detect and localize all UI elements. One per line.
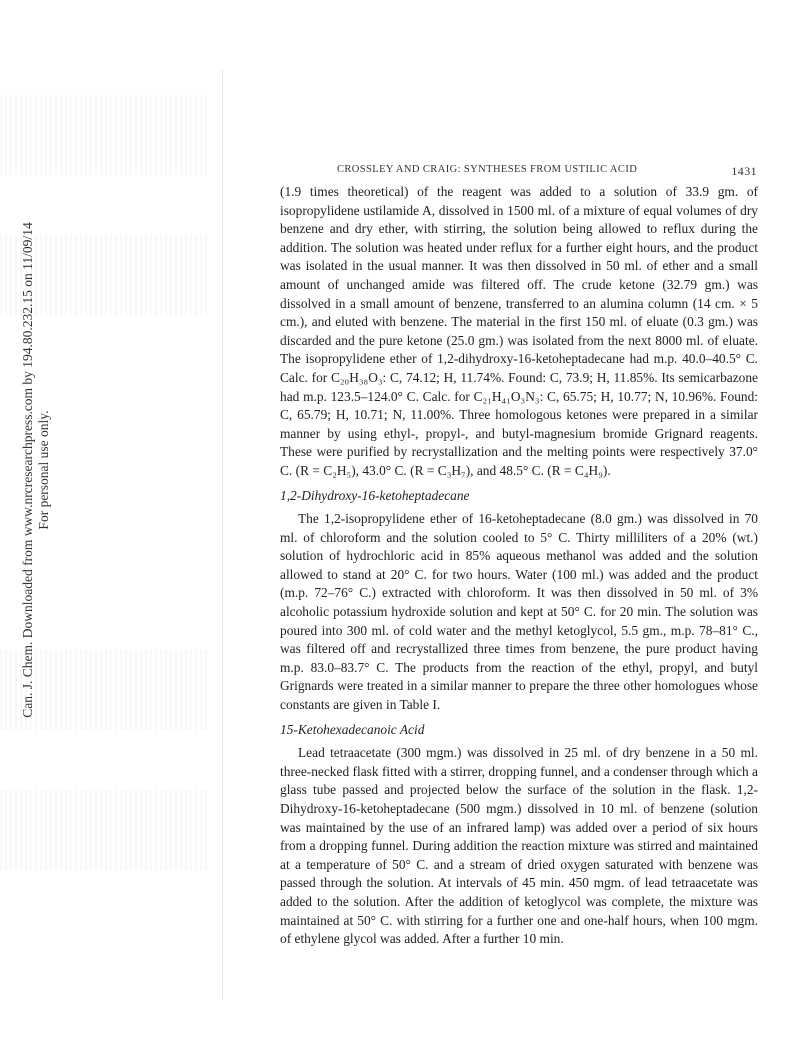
- download-watermark: [0, 150, 51, 790]
- watermark-line-1: Can. J. Chem. Downloaded from www.nrcresearchpress.com by 194.80.232.15 on 11/09/14: [20, 222, 35, 718]
- scan-fold-line: [222, 70, 223, 1000]
- paragraph-keto-acid: Lead tetraacetate (300 mgm.) was dissolved in 25 ml. of dry benzene in a 50 ml. three-necked flask fitted with a stirrer, dropping funnel, and a condenser through which a glass tube passed and projected below the surface of the solution in the flask. 1,2-Dihydroxy-16-ketoheptadecane (500 mgm.) dissolved in 10 ml. of benzene (solution was maintained by the use of an infrared lamp) was added over a period of six hours from a dropping funnel. During addition the reaction mixture was stirred and maintained at a temperature of 50° C. and a stream of dried oxygen saturated with benzene was passed through the solution. At intervals of 45 min. 450 mgm. of lead tetraacetate was added to the solution. After the addition of ketoglycol was complete, the mixture was maintained at 50° C. with stirring for a further one and one-half hours, when 100 mgm. of ethylene glycol was added. After a further 10 min.: [280, 745, 758, 947]
- page-number: 1431: [731, 164, 757, 178]
- running-title: CROSSLEY AND CRAIG: SYNTHESES FROM USTILIC ACID: [337, 164, 638, 175]
- scan-smudge: [0, 790, 210, 870]
- section-heading-keto-acid: 15-Ketohexadecanoic Acid: [280, 721, 425, 737]
- paragraph-ketoglycol: The 1,2-isopropylidene ether of 16-ketoheptadecane (8.0 gm.) was dissolved in 70 ml. of chloroform and the solution cooled to 5° C. Thirty milliliters of a 20% (wt.) solution of hydrochloric acid in 85% aqueous methanol was added and the solution allowed to stand at 20° C. for two hours. Water (100 ml.) was added and the product (m.p. 72–76° C.) extracted with chloroform. It was then dissolved in 50 ml. of 3% alcoholic potassium hydroxide solution and kept at 50° C. for 20 min. The solution was poured into 300 ml. of cold water and the methyl ketoglycol, 5.5 gm., m.p. 78–81° C., was filtered off and recrystallized three times from benzene, the pure product having m.p. 83.0–83.7° C. The products from the reaction of the ethyl, propyl, and butyl Grignards were treated in a similar manner to prepare the three other homologues whose constants are given in Table I.: [280, 511, 758, 713]
- article-body: [280, 183, 758, 949]
- watermark-line-2: For personal use only.: [36, 410, 51, 530]
- running-header: [337, 164, 757, 178]
- section-heading-ketoglycol: 1,2-Dihydroxy-16-ketoheptadecane: [280, 487, 470, 503]
- paragraph-ketone-synthesis: (1.9 times theoretical) of the reagent was added to a solution of 33.9 gm. of isopropylidene ustilamide A, dissolved in 1500 ml. of a mixture of equal volumes of dry benzene and dry ether, with stirring, the solution being allowed to reflux during the addition. The solution was heated under reflux for a further eight hours, and the product was isolated in the usual manner. It was then dissolved in 50 ml. of ether and a small amount of unchanged amide was filtered off. The crude ketone (32.79 gm.) was dissolved in a small amount of benzene, transferred to an alumina column (14 cm. × 5 cm.), and eluted with benzene. The material in the first 150 ml. of eluate (0.3 gm.) was discarded and the pure ketone (25.0 gm.) was isolated from the next 8000 ml. of eluate. The isopropylidene ether of 1,2-dihydroxy-16-ketoheptadecane had m.p. 40.0–40.5° C. Calc. for C₂₀H₃₈O₃: C, 74.12; H, 11.74%. Found: C, 73.9; H, 11.85%. Its semicarbazone had m.p. 123.5–124.0° C. Calc. for C₂₁H₄₁O₃N₃: C, 65.75; H, 10.77; N, 10.96%. Found: C, 65.79; H, 10.71; N, 11.00%. Three homologous ketones were prepared in a similar manner by using ethyl-, propyl-, and butyl-magnesium bromide Grignard reagents. These were purified by recrystallization and the melting points were respectively 37.0° C. (R = C₂H₅), 43.0° C. (R = C₃H₇), and 48.5° C. (R = C₄H₉).: [280, 184, 758, 478]
